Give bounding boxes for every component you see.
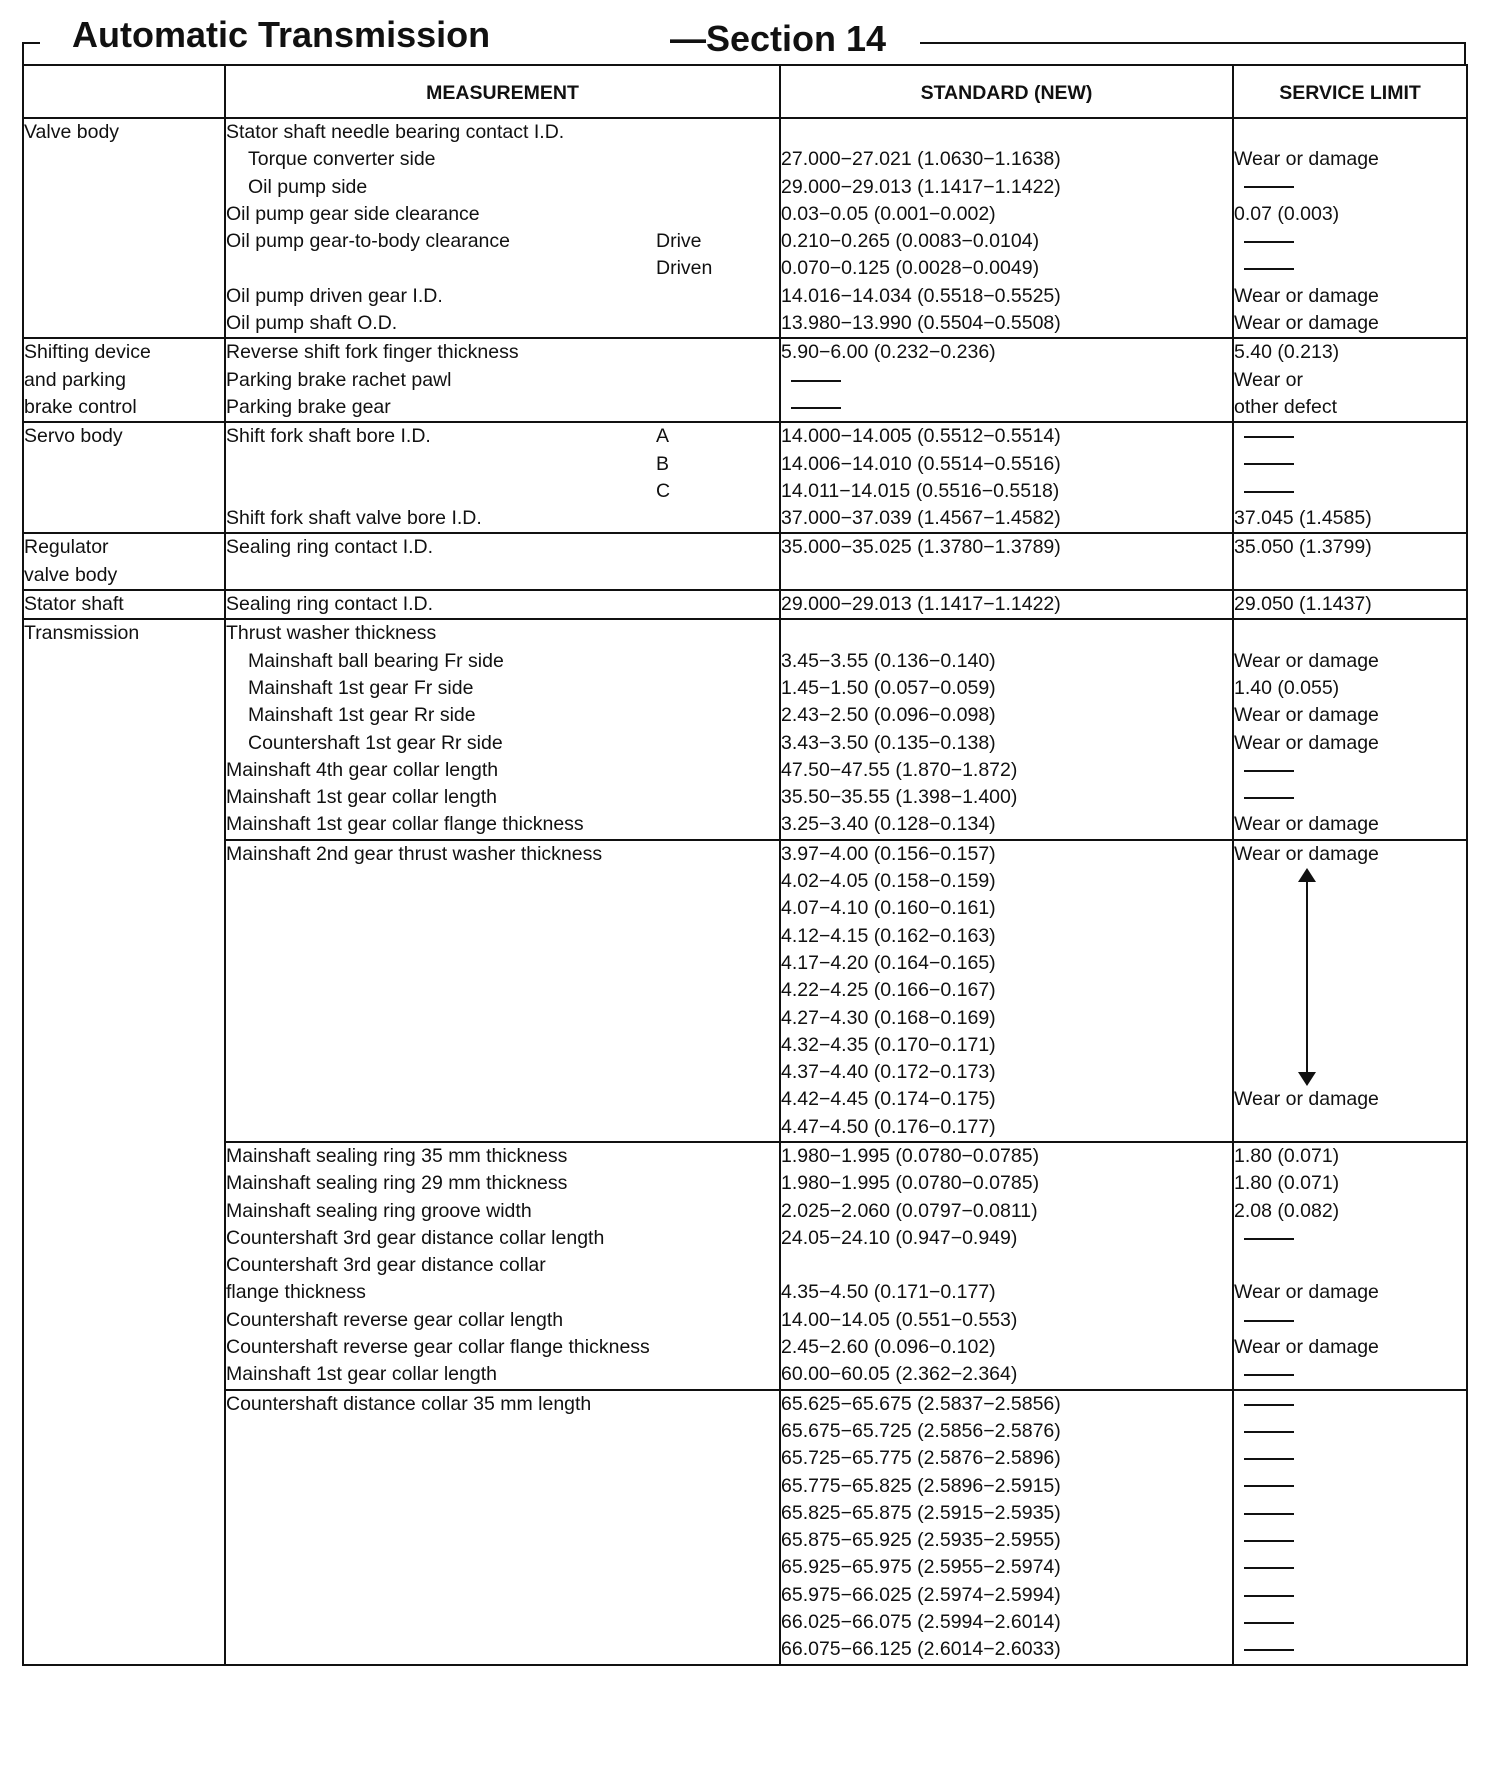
limit-cell	[1233, 118, 1467, 338]
category-column-header	[23, 65, 225, 118]
standard-value: 1.45−1.50 (0.057−0.059)	[781, 676, 996, 699]
standard-value: 13.980−13.990 (0.5504−0.5508)	[781, 312, 1061, 335]
measurement-text: Countershaft 1st gear Rr side	[248, 731, 503, 754]
limit-value: Wear or damage	[1234, 813, 1379, 836]
arrow-down-icon	[1298, 1072, 1316, 1086]
table-row	[23, 118, 1467, 338]
table-row	[23, 840, 1467, 1142]
limit-value	[1234, 1252, 1466, 1279]
dash-mark	[1244, 1540, 1294, 1542]
measurement-text: Mainshaft 1st gear collar length	[226, 786, 497, 809]
limit-value	[1234, 1582, 1466, 1609]
dash-mark	[1244, 1649, 1294, 1651]
limit-column-header: SERVICE LIMIT	[1233, 65, 1467, 118]
category-cell	[23, 619, 225, 1664]
measurement-line	[226, 394, 779, 421]
measurement-text: Mainshaft sealing ring 29 mm thickness	[226, 1172, 568, 1195]
measurement-text: Mainshaft 1st gear collar length	[226, 1363, 497, 1386]
measurement-line: Countershaft distance collar 35 mm length	[226, 1392, 592, 1415]
standard-value: 4.17−4.20 (0.164−0.165)	[781, 951, 996, 974]
standard-value: 2.43−2.50 (0.096−0.098)	[781, 704, 996, 727]
table-row	[23, 590, 1467, 619]
measurement-sub-label: A	[656, 425, 670, 448]
standard-value: 0.03−0.05 (0.001−0.002)	[781, 202, 996, 225]
limit-value	[1234, 1391, 1466, 1418]
measurement-cell	[225, 533, 780, 590]
table-row	[23, 1142, 1467, 1390]
measurement-line	[226, 423, 779, 450]
table-row	[23, 338, 1467, 422]
limit-value: Wear or damage	[1234, 1336, 1379, 1359]
range-arrow	[1234, 868, 1466, 1086]
limit-cell	[1233, 422, 1467, 533]
measurement-text: Stator shaft needle bearing contact I.D.	[226, 121, 565, 143]
limit-cell	[1233, 533, 1467, 590]
limit-value	[1234, 255, 1466, 282]
limit-value	[1234, 1527, 1466, 1554]
measurement-text: Thrust washer thickness	[226, 622, 437, 645]
measurement-sub-label: Drive	[656, 230, 702, 253]
measurement-line	[226, 1252, 779, 1279]
category-cell	[23, 338, 225, 422]
measurement-text: Mainshaft ball bearing Fr side	[248, 649, 504, 672]
measurement-text: Countershaft reverse gear collar length	[226, 1308, 564, 1331]
measurement-text: Shift fork shaft bore I.D.	[226, 425, 431, 448]
measurement-line	[226, 1143, 779, 1170]
measurement-cell	[225, 619, 780, 839]
standard-value: 65.775−65.825 (2.5896−2.5915)	[781, 1474, 1061, 1497]
header-rule	[920, 42, 1466, 44]
header-rule-drop-right	[1464, 42, 1466, 64]
dash-mark	[1244, 1238, 1294, 1240]
measurement-line	[226, 339, 779, 366]
standard-value: 4.47−4.50 (0.176−0.177)	[781, 1115, 996, 1138]
measurement-column-header: MEASUREMENT	[225, 65, 780, 118]
table-row	[23, 1390, 1467, 1665]
dash-mark	[1244, 770, 1294, 772]
standard-cell	[780, 840, 1233, 1142]
standard-value: 2.45−2.60 (0.096−0.102)	[781, 1336, 996, 1359]
limit-value	[1234, 757, 1466, 784]
measurement-cell	[225, 1142, 780, 1390]
standard-value	[781, 620, 1232, 647]
measurement-sub-label: B	[656, 452, 670, 475]
standard-value: 47.50−47.55 (1.870−1.872)	[781, 758, 1018, 781]
category-line: Servo body	[24, 425, 123, 448]
limit-value	[1234, 1445, 1466, 1472]
standard-value: 4.27−4.30 (0.168−0.169)	[781, 1006, 996, 1029]
standard-value: 3.43−3.50 (0.135−0.138)	[781, 731, 996, 754]
limit-value	[1234, 784, 1466, 811]
standard-value: 14.00−14.05 (0.551−0.553)	[781, 1308, 1018, 1331]
measurement-text: Mainshaft sealing ring 35 mm thickness	[226, 1144, 568, 1167]
standard-value: 1.980−1.995 (0.0780−0.0785)	[781, 1172, 1040, 1195]
spec-table	[22, 64, 1468, 1666]
standard-value: 27.000−27.021 (1.0630−1.1638)	[781, 148, 1061, 171]
limit-value	[1234, 1500, 1466, 1527]
category-line: brake control	[24, 395, 137, 418]
measurement-line	[226, 1170, 779, 1197]
standard-value: 1.980−1.995 (0.0780−0.0785)	[781, 1144, 1040, 1167]
limit-value: 0.07 (0.003)	[1234, 202, 1340, 225]
standard-value: 37.000−37.039 (1.4567−1.4582)	[781, 507, 1061, 530]
measurement-line	[226, 174, 779, 201]
measurement-text: Oil pump driven gear I.D.	[226, 284, 443, 307]
table-row	[23, 533, 1467, 590]
measurement-text: Torque converter side	[248, 148, 436, 171]
limit-value: 37.045 (1.4585)	[1234, 507, 1372, 530]
limit-value	[1234, 1636, 1466, 1663]
limit-value	[1234, 119, 1466, 146]
standard-value	[781, 367, 1232, 394]
standard-cell	[780, 590, 1233, 619]
category-line: Transmission	[24, 622, 140, 645]
category-line: Valve body	[24, 121, 120, 143]
limit-value: Wear or damage	[1234, 284, 1379, 307]
standard-value	[781, 394, 1232, 421]
measurement-line	[226, 675, 779, 702]
standard-column-header: STANDARD (NEW)	[780, 65, 1233, 118]
standard-value: 65.875−65.925 (2.5935−2.5955)	[781, 1529, 1061, 1552]
standard-value: 3.25−3.40 (0.128−0.134)	[781, 813, 996, 836]
standard-value: 14.016−14.034 (0.5518−0.5525)	[781, 284, 1061, 307]
measurement-line	[226, 534, 779, 561]
section-label: —Section 14	[670, 18, 887, 59]
standard-value: 65.625−65.675 (2.5837−2.5856)	[781, 1392, 1061, 1415]
dash-mark	[1244, 491, 1294, 493]
dash-mark	[1244, 268, 1294, 270]
standard-cell	[780, 422, 1233, 533]
limit-value	[1234, 1361, 1466, 1388]
standard-value: 65.675−65.725 (2.5856−2.5876)	[781, 1419, 1061, 1442]
measurement-line	[226, 1198, 779, 1225]
measurement-text: Sealing ring contact I.D.	[226, 536, 434, 559]
limit-value: Wear or damage	[1234, 148, 1379, 171]
measurement-text: flange thickness	[226, 1281, 366, 1304]
limit-value: 29.050 (1.1437)	[1234, 593, 1372, 616]
limit-value: 35.050 (1.3799)	[1234, 536, 1372, 559]
limit-value: Wear or damage	[1234, 1281, 1379, 1304]
measurement-line	[226, 255, 779, 282]
standard-value: 4.42−4.45 (0.174−0.175)	[781, 1088, 996, 1111]
category-line: Stator shaft	[24, 593, 124, 616]
limit-value: 1.40 (0.055)	[1234, 676, 1340, 699]
category-line: Regulator	[24, 536, 109, 559]
dash-mark	[1244, 436, 1294, 438]
measurement-text: Reverse shift fork finger thickness	[226, 341, 519, 364]
measurement-line	[226, 620, 779, 647]
measurement-cell	[225, 590, 780, 619]
measurement-line	[226, 1361, 779, 1388]
measurement-line: Mainshaft 2nd gear thrust washer thickness	[226, 842, 603, 865]
dash-mark	[1244, 1404, 1294, 1406]
limit-value	[1234, 1609, 1466, 1636]
measurement-cell	[225, 840, 780, 1142]
standard-value: 35.50−35.55 (1.398−1.400)	[781, 786, 1018, 809]
category-line: and parking	[24, 368, 126, 391]
table-header-row	[23, 65, 1467, 118]
limit-cell	[1233, 1142, 1467, 1390]
limit-value: Wear or damage	[1234, 842, 1379, 865]
standard-value: 35.000−35.025 (1.3780−1.3789)	[781, 536, 1061, 559]
limit-value	[1234, 1554, 1466, 1581]
standard-value: 5.90−6.00 (0.232−0.236)	[781, 341, 996, 364]
limit-value	[1234, 620, 1466, 647]
measurement-line	[226, 811, 779, 838]
category-line: Shifting device	[24, 341, 151, 364]
limit-value	[1234, 228, 1466, 255]
limit-value	[1234, 1473, 1466, 1500]
measurement-text: Sealing ring contact I.D.	[226, 593, 434, 616]
standard-cell	[780, 619, 1233, 839]
dash-mark	[1244, 1567, 1294, 1569]
dash-mark	[1244, 186, 1294, 188]
limit-value: other defect	[1234, 395, 1337, 418]
dash-mark	[1244, 1431, 1294, 1433]
dash-mark	[1244, 1595, 1294, 1597]
measurement-line	[226, 283, 779, 310]
category-line: valve body	[24, 563, 118, 586]
measurement-text: Mainshaft 1st gear Rr side	[248, 704, 476, 727]
standard-value: 4.37−4.40 (0.172−0.173)	[781, 1061, 996, 1084]
measurement-line	[226, 757, 779, 784]
standard-value: 2.025−2.060 (0.0797−0.0811)	[781, 1199, 1038, 1222]
limit-value	[1234, 1307, 1466, 1334]
measurement-text: Countershaft reverse gear collar flange thickness	[226, 1336, 650, 1359]
measurement-text: Parking brake rachet pawl	[226, 368, 452, 391]
dash-mark	[1244, 797, 1294, 799]
measurement-line	[226, 146, 779, 173]
measurement-text: Oil pump gear-to-body clearance	[226, 230, 510, 253]
measurement-text: Oil pump gear side clearance	[226, 202, 480, 225]
measurement-line	[226, 591, 779, 618]
limit-value: 1.80 (0.071)	[1234, 1144, 1340, 1167]
page-header	[0, 0, 1504, 64]
standard-cell	[780, 1390, 1233, 1665]
header-rule-drop-left	[22, 42, 24, 64]
standard-value: 14.006−14.010 (0.5514−0.5516)	[781, 452, 1061, 475]
limit-value: Wear or damage	[1234, 312, 1379, 335]
standard-value: 4.02−4.05 (0.158−0.159)	[781, 870, 996, 893]
standard-value: 4.12−4.15 (0.162−0.163)	[781, 924, 996, 947]
dash-mark	[1244, 463, 1294, 465]
measurement-text: Oil pump shaft O.D.	[226, 312, 398, 335]
standard-value: 24.05−24.10 (0.947−0.949)	[781, 1226, 1018, 1249]
category-cell	[23, 118, 225, 338]
dash-mark	[791, 407, 841, 409]
dash-mark	[1244, 1374, 1294, 1376]
limit-cell	[1233, 840, 1467, 1142]
standard-value: 0.210−0.265 (0.0083−0.0104)	[781, 230, 1040, 253]
standard-value: 66.025−66.075 (2.5994−2.6014)	[781, 1611, 1061, 1634]
standard-value: 0.070−0.125 (0.0028−0.0049)	[781, 257, 1040, 280]
measurement-text: Parking brake gear	[226, 395, 391, 418]
standard-cell	[780, 118, 1233, 338]
measurement-cell	[225, 422, 780, 533]
measurement-line	[226, 201, 779, 228]
standard-value: 65.725−65.775 (2.5876−2.5896)	[781, 1447, 1061, 1470]
standard-value	[781, 119, 1232, 146]
measurement-text: Shift fork shaft valve bore I.D.	[226, 507, 482, 530]
category-cell	[23, 590, 225, 619]
measurement-line	[226, 648, 779, 675]
arrow-shaft	[1306, 874, 1308, 1080]
measurement-text: Mainshaft 1st gear collar flange thickness	[226, 813, 584, 836]
limit-value	[1234, 1225, 1466, 1252]
measurement-cell	[225, 338, 780, 422]
dash-mark	[1244, 1458, 1294, 1460]
measurement-text: Countershaft 3rd gear distance collar	[226, 1254, 546, 1277]
limit-value: Wear or damage	[1234, 704, 1379, 727]
standard-value: 4.32−4.35 (0.170−0.171)	[781, 1033, 996, 1056]
standard-value: 3.45−3.55 (0.136−0.140)	[781, 649, 996, 672]
dash-mark	[791, 380, 841, 382]
table-row	[23, 422, 1467, 533]
measurement-sub-label: Driven	[656, 257, 713, 280]
category-cell	[23, 533, 225, 590]
dash-mark	[1244, 1320, 1294, 1322]
dash-mark	[1244, 1513, 1294, 1515]
limit-cell	[1233, 1390, 1467, 1665]
limit-value	[1234, 478, 1466, 505]
measurement-cell	[225, 118, 780, 338]
measurement-text: Oil pump side	[248, 175, 368, 198]
standard-value: 60.00−60.05 (2.362−2.364)	[781, 1363, 1018, 1386]
limit-value: Wear or damage	[1234, 1088, 1379, 1111]
limit-cell	[1233, 590, 1467, 619]
standard-value: 66.075−66.125 (2.6014−2.6033)	[781, 1638, 1061, 1661]
standard-value: 29.000−29.013 (1.1417−1.1422)	[781, 593, 1061, 616]
standard-value: 3.97−4.00 (0.156−0.157)	[781, 842, 996, 865]
standard-value: 65.975−66.025 (2.5974−2.5994)	[781, 1583, 1061, 1606]
standard-value: 14.000−14.005 (0.5512−0.5514)	[781, 425, 1061, 448]
measurement-line	[226, 730, 779, 757]
measurement-line	[226, 702, 779, 729]
measurement-line	[226, 478, 779, 505]
standard-value: 14.011−14.015 (0.5516−0.5518)	[781, 479, 1060, 502]
category-cell	[23, 422, 225, 533]
measurement-line	[226, 1307, 779, 1334]
standard-cell	[780, 338, 1233, 422]
measurement-text: Mainshaft sealing ring groove width	[226, 1199, 532, 1222]
measurement-text: Mainshaft 1st gear Fr side	[248, 676, 474, 699]
measurement-line	[226, 367, 779, 394]
limit-value: Wear or	[1234, 368, 1303, 391]
measurement-line	[226, 1334, 779, 1361]
limit-cell	[1233, 338, 1467, 422]
measurement-line	[226, 228, 779, 255]
measurement-text: Countershaft 3rd gear distance collar length	[226, 1226, 605, 1249]
standard-value: 65.825−65.875 (2.5915−2.5935)	[781, 1501, 1061, 1524]
dash-mark	[1244, 1622, 1294, 1624]
measurement-line	[226, 451, 779, 478]
measurement-line	[226, 784, 779, 811]
limit-cell	[1233, 619, 1467, 839]
limit-value: 1.80 (0.071)	[1234, 1172, 1340, 1195]
measurement-cell	[225, 1390, 780, 1665]
page-title: Automatic Transmission	[72, 14, 491, 55]
measurement-line	[226, 119, 779, 146]
standard-value	[781, 1252, 1232, 1279]
measurement-sub-label: C	[656, 479, 671, 502]
table-row	[23, 619, 1467, 839]
standard-value: 4.35−4.50 (0.171−0.177)	[781, 1281, 996, 1304]
limit-value	[1234, 451, 1466, 478]
standard-value: 4.07−4.10 (0.160−0.161)	[781, 897, 996, 920]
limit-value: 2.08 (0.082)	[1234, 1199, 1340, 1222]
limit-value: Wear or damage	[1234, 649, 1379, 672]
measurement-text: Mainshaft 4th gear collar length	[226, 758, 499, 781]
standard-value: 4.22−4.25 (0.166−0.167)	[781, 979, 996, 1002]
spec-table-body	[23, 118, 1467, 1665]
standard-value: 65.925−65.975 (2.5955−2.5974)	[781, 1556, 1061, 1579]
standard-cell	[780, 533, 1233, 590]
measurement-line	[226, 505, 779, 532]
measurement-line	[226, 1225, 779, 1252]
limit-value	[1234, 1418, 1466, 1445]
measurement-line	[226, 1279, 779, 1306]
dash-mark	[1244, 241, 1294, 243]
limit-value: 5.40 (0.213)	[1234, 341, 1340, 364]
header-rule-tick	[22, 42, 40, 44]
limit-value	[1234, 423, 1466, 450]
limit-value: Wear or damage	[1234, 731, 1379, 754]
standard-cell	[780, 1142, 1233, 1390]
dash-mark	[1244, 1485, 1294, 1487]
measurement-line	[226, 310, 779, 337]
standard-value: 29.000−29.013 (1.1417−1.1422)	[781, 175, 1061, 198]
limit-value	[1234, 174, 1466, 201]
